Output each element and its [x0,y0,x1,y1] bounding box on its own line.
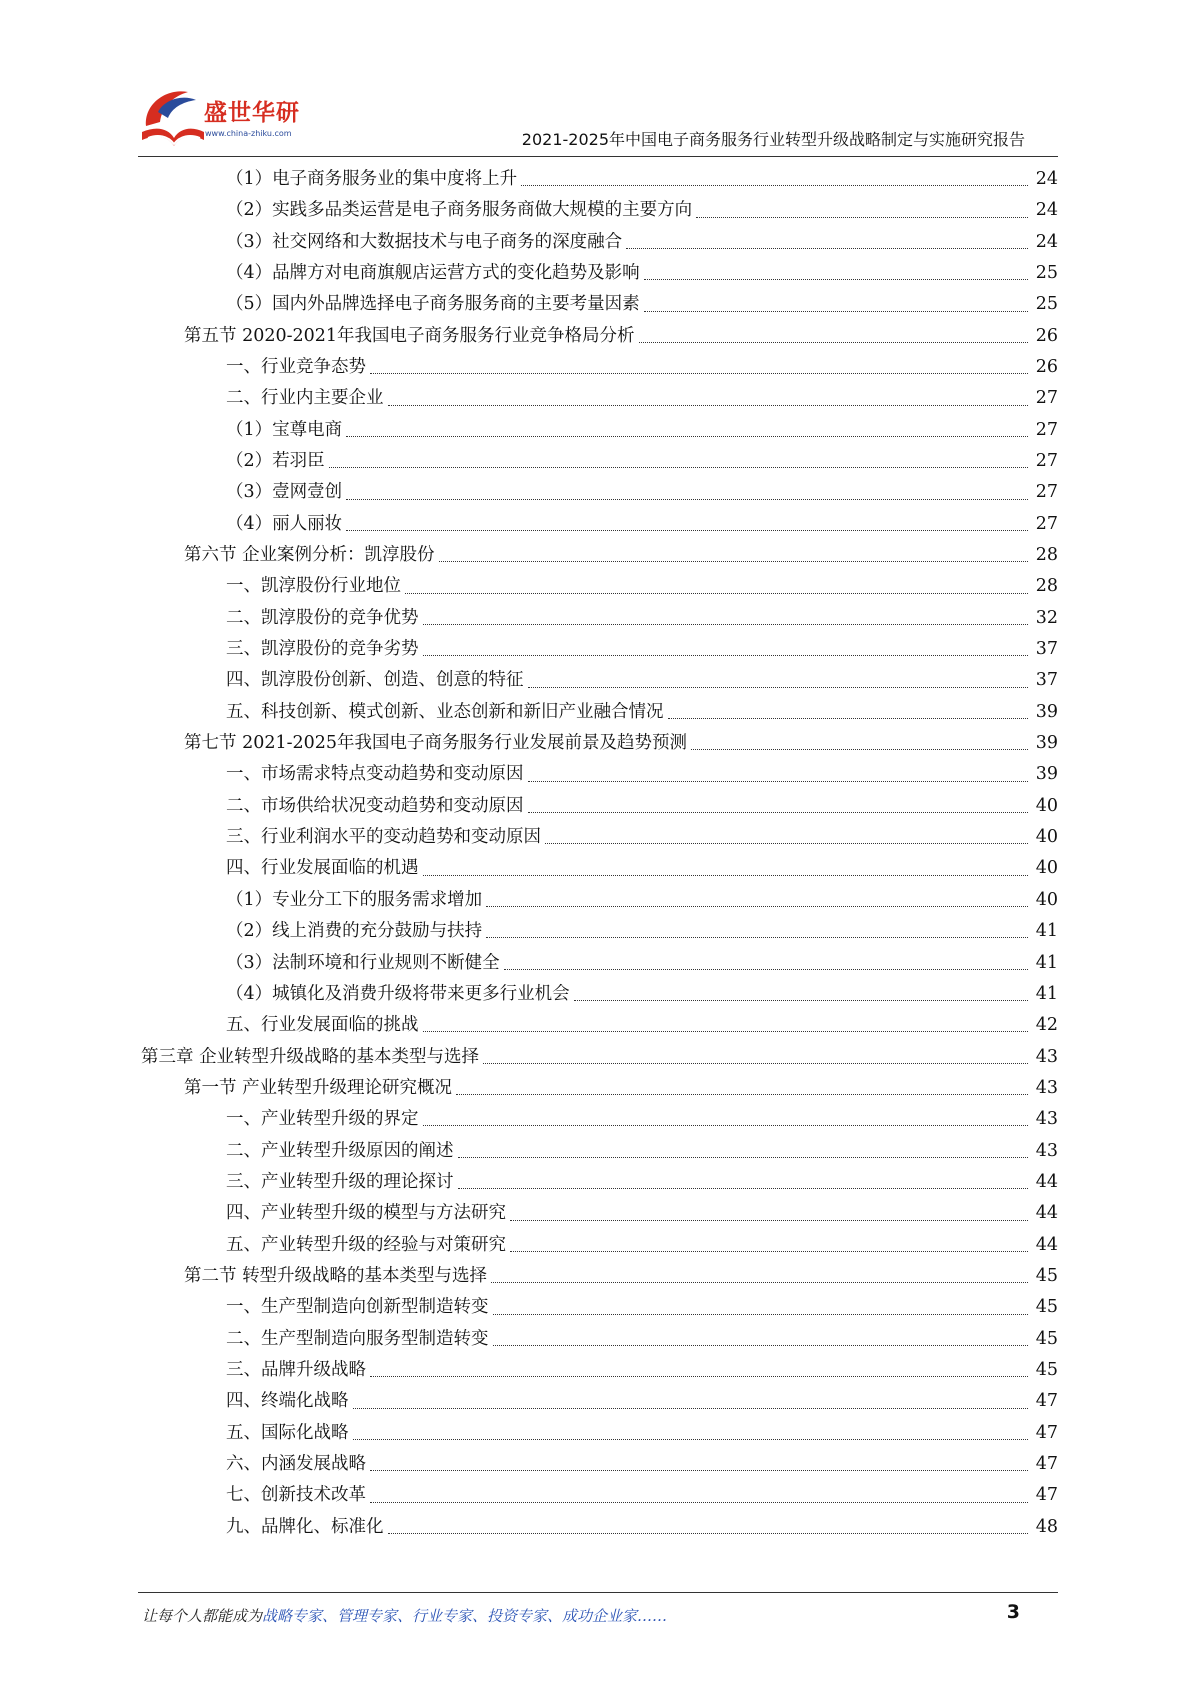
toc-entry-page: 24 [1035,200,1058,221]
toc-entry[interactable] [0,540,1191,571]
toc-dot-leader [346,530,1028,531]
toc-entry[interactable] [0,666,1191,697]
toc-entry-page: 41 [1035,921,1058,942]
toc-dot-leader [439,561,1028,562]
toc-dot-leader [644,311,1028,312]
toc-dot-leader [486,937,1028,938]
toc-entry[interactable] [0,791,1191,822]
toc-dot-leader [528,812,1029,813]
toc-entry-page: 45 [1035,1359,1058,1380]
toc-dot-leader [423,624,1029,625]
toc-entry-title: 五、行业发展面临的挑战 [226,1015,419,1036]
toc-dot-leader [423,655,1029,656]
page-header [0,0,1191,160]
toc-entry-title: 一、凯淳股份行业地位 [226,576,401,597]
toc-entry-page: 45 [1035,1328,1058,1349]
toc-entry[interactable] [0,634,1191,665]
toc-entry-title: 六、内涵发展战略 [226,1454,366,1475]
toc-dot-leader [483,1063,1028,1064]
toc-entry-title: （3）壹网壹创 [226,482,343,503]
toc-entry[interactable] [0,477,1191,508]
toc-entry[interactable] [0,822,1191,853]
company-logo [138,82,313,152]
toc-entry[interactable] [0,509,1191,540]
toc-entry-page: 48 [1035,1516,1058,1537]
toc-entry-title: 三、行业利润水平的变动趋势和变动原因 [226,827,541,848]
toc-entry-page: 40 [1035,889,1058,910]
toc-entry-title: 第五节 2020-2021年我国电子商务服务行业竞争格局分析 [184,325,635,346]
logo-url: www.china-zhiku.com [205,129,292,138]
toc-entry-page: 44 [1035,1234,1058,1255]
toc-entry-title: 一、产业转型升级的界定 [226,1109,419,1130]
toc-entry-title: 五、产业转型升级的经验与对策研究 [226,1234,506,1255]
toc-dot-leader [493,1314,1029,1315]
toc-entry[interactable] [0,1104,1191,1135]
toc-entry-title: 七、创新技术改革 [226,1485,366,1506]
toc-entry[interactable] [0,446,1191,477]
toc-dot-leader [486,906,1028,907]
toc-entry-title: 第二节 转型升级战略的基本类型与选择 [184,1265,488,1286]
toc-entry[interactable] [0,1418,1191,1449]
toc-dot-leader [545,843,1028,844]
toc-entry[interactable] [0,227,1191,258]
logo-brand-name: 盛世华研 [204,100,300,126]
toc-entry[interactable] [0,289,1191,320]
toc-entry-title: 五、科技创新、模式创新、业态创新和新旧产业融合情况 [226,701,664,722]
toc-entry-page: 27 [1035,451,1058,472]
toc-entry[interactable] [0,352,1191,383]
toc-dot-leader [458,1188,1029,1189]
toc-dot-leader [346,499,1028,500]
toc-dot-leader [353,1408,1029,1409]
header-divider [138,156,1058,157]
toc-entry[interactable] [0,1198,1191,1229]
toc-entry[interactable] [0,1073,1191,1104]
toc-entry-title: 第七节 2021-2025年我国电子商务服务行业发展前景及趋势预测 [184,733,688,754]
toc-entry[interactable] [0,1261,1191,1292]
toc-entry-title: 一、市场需求特点变动趋势和变动原因 [226,764,524,785]
toc-entry-page: 25 [1035,294,1058,315]
toc-entry-title: （5）国内外品牌选择电子商务服务商的主要考量因素 [226,294,640,315]
toc-dot-leader [510,1220,1028,1221]
toc-entry-page: 26 [1035,325,1058,346]
toc-entry-title: （2）实践多品类运营是电子商务服务商做大规模的主要方向 [226,200,693,221]
toc-dot-leader [644,279,1028,280]
page-number: 3 [1006,1601,1020,1623]
toc-entry-title: （3）法制环境和行业规则不断健全 [226,952,500,973]
toc-entry-title: （1）宝尊电商 [226,419,343,440]
toc-entry-title: （1）专业分工下的服务需求增加 [226,889,483,910]
toc-entry[interactable] [0,916,1191,947]
toc-entry[interactable] [0,948,1191,979]
toc-entry-page: 47 [1035,1422,1058,1443]
report-title: 2021-2025年中国电子商务服务行业转型升级战略制定与实施研究报告 [521,130,1025,149]
toc-entry-page: 45 [1035,1265,1058,1286]
toc-entry-title: 二、生产型制造向服务型制造转变 [226,1328,489,1349]
toc-entry-title: 五、国际化战略 [226,1422,349,1443]
toc-entry-title: （4）丽人丽妆 [226,513,343,534]
toc-entry-page: 37 [1035,670,1058,691]
toc-entry-page: 37 [1035,639,1058,660]
toc-entry-title: 二、产业转型升级原因的阐述 [226,1140,454,1161]
footer-divider [138,1592,1058,1593]
toc-dot-leader [504,969,1028,970]
toc-dot-leader [696,217,1028,218]
toc-dot-leader [370,373,1028,374]
toc-entry[interactable] [0,728,1191,759]
toc-dot-leader [668,718,1029,719]
toc-entry[interactable] [0,885,1191,916]
toc-dot-leader [691,749,1028,750]
toc-entry-title: （3）社交网络和大数据技术与电子商务的深度融合 [226,231,623,252]
toc-dot-leader [493,1345,1029,1346]
toc-entry[interactable] [0,1042,1191,1073]
toc-dot-leader [626,248,1028,249]
toc-entry[interactable] [0,603,1191,634]
toc-entry[interactable] [0,979,1191,1010]
toc-entry-page: 40 [1035,858,1058,879]
toc-entry[interactable] [0,1324,1191,1355]
toc-entry-title: 第一节 产业转型升级理论研究概况 [184,1077,453,1098]
toc-dot-leader [574,1000,1028,1001]
toc-entry-page: 41 [1035,983,1058,1004]
toc-dot-leader [423,875,1029,876]
toc-entry-page: 28 [1035,576,1058,597]
toc-entry[interactable] [0,1449,1191,1480]
toc-entry-title: 三、凯淳股份的竞争劣势 [226,639,419,660]
toc-entry-title: 九、品牌化、标准化 [226,1516,384,1537]
toc-dot-leader [639,342,1028,343]
toc-entry-page: 43 [1035,1077,1058,1098]
toc-dot-leader [370,1470,1028,1471]
toc-entry-page: 43 [1035,1109,1058,1130]
toc-entry[interactable] [0,1355,1191,1386]
toc-entry-page: 47 [1035,1391,1058,1412]
toc-dot-leader [510,1251,1028,1252]
toc-entry-title: （4）品牌方对电商旗舰店运营方式的变化趋势及影响 [226,262,640,283]
toc-entry[interactable] [0,1230,1191,1261]
toc-entry[interactable] [0,321,1191,352]
toc-dot-leader [329,467,1028,468]
toc-entry-page: 39 [1035,733,1058,754]
toc-dot-leader [458,1157,1029,1158]
toc-dot-leader [423,1125,1029,1126]
toc-entry-title: （4）城镇化及消费升级将带来更多行业机会 [226,983,570,1004]
toc-entry[interactable] [0,854,1191,885]
toc-entry-page: 47 [1035,1454,1058,1475]
toc-entry-title: 二、行业内主要企业 [226,388,384,409]
toc-dot-leader [491,1282,1028,1283]
toc-entry-title: 四、行业发展面临的机遇 [226,858,419,879]
footer-slogan-prefix: 让每个人都能成为 [142,1607,263,1625]
toc-dot-leader [370,1376,1028,1377]
toc-entry-page: 45 [1035,1297,1058,1318]
toc-entry-title: 四、产业转型升级的模型与方法研究 [226,1203,506,1224]
table-of-contents [0,164,1191,1543]
toc-entry[interactable] [0,1512,1191,1543]
toc-dot-leader [405,593,1028,594]
toc-entry-title: 三、品牌升级战略 [226,1359,366,1380]
toc-entry-title: 第六节 企业案例分析：凯淳股份 [184,545,435,566]
toc-entry-page: 25 [1035,262,1058,283]
toc-entry[interactable] [0,1386,1191,1417]
toc-entry[interactable] [0,1292,1191,1323]
toc-entry-title: 三、产业转型升级的理论探讨 [226,1171,454,1192]
toc-entry-title: 四、凯淳股份创新、创造、创意的特征 [226,670,524,691]
toc-entry-title: 四、终端化战略 [226,1391,349,1412]
toc-entry[interactable] [0,415,1191,446]
toc-entry-title: 一、行业竞争态势 [226,356,366,377]
toc-dot-leader [346,436,1028,437]
toc-entry-page: 27 [1035,419,1058,440]
toc-entry-page: 43 [1035,1046,1058,1067]
toc-entry-page: 24 [1035,231,1058,252]
toc-entry-page: 44 [1035,1171,1058,1192]
toc-dot-leader [388,405,1029,406]
toc-dot-leader [370,1502,1028,1503]
toc-entry-page: 39 [1035,701,1058,722]
toc-entry-page: 32 [1035,607,1058,628]
toc-entry[interactable] [0,164,1191,195]
toc-entry[interactable] [0,760,1191,791]
toc-entry-title: 二、凯淳股份的竞争优势 [226,607,419,628]
toc-entry-page: 40 [1035,795,1058,816]
toc-entry-title: 第三章 企业转型升级战略的基本类型与选择 [141,1046,480,1067]
toc-entry-title: （1）电子商务服务业的集中度将上升 [226,168,518,189]
toc-entry[interactable] [0,697,1191,728]
toc-entry[interactable] [0,195,1191,226]
footer-slogan-highlight: 战略专家、管理专家、行业专家、投资专家、成功企业家…… [262,1607,668,1625]
toc-entry[interactable] [0,1136,1191,1167]
toc-dot-leader [423,1031,1029,1032]
footer-slogan [142,1605,667,1626]
toc-entry-page: 27 [1035,482,1058,503]
toc-dot-leader [528,781,1029,782]
toc-entry-page: 43 [1035,1140,1058,1161]
toc-entry-page: 47 [1035,1485,1058,1506]
toc-entry[interactable] [0,258,1191,289]
toc-entry-page: 40 [1035,827,1058,848]
toc-entry-page: 27 [1035,388,1058,409]
toc-entry[interactable] [0,383,1191,414]
toc-entry-page: 24 [1035,168,1058,189]
toc-entry[interactable] [0,1480,1191,1511]
toc-entry-title: 一、生产型制造向创新型制造转变 [226,1297,489,1318]
toc-entry-page: 27 [1035,513,1058,534]
toc-entry-title: （2）线上消费的充分鼓励与扶持 [226,921,483,942]
toc-entry-page: 39 [1035,764,1058,785]
toc-dot-leader [521,185,1028,186]
toc-entry[interactable] [0,1010,1191,1041]
toc-entry[interactable] [0,571,1191,602]
toc-entry-title: （2）若羽臣 [226,451,325,472]
toc-entry-page: 44 [1035,1203,1058,1224]
toc-entry-title: 二、市场供给状况变动趋势和变动原因 [226,795,524,816]
toc-dot-leader [353,1439,1029,1440]
toc-entry-page: 28 [1035,545,1058,566]
toc-dot-leader [388,1533,1029,1534]
toc-dot-leader [456,1094,1028,1095]
logo-emblem-icon [138,82,208,152]
toc-entry-page: 42 [1035,1015,1058,1036]
toc-entry-page: 26 [1035,356,1058,377]
toc-entry[interactable] [0,1167,1191,1198]
toc-dot-leader [528,687,1029,688]
toc-entry-page: 41 [1035,952,1058,973]
